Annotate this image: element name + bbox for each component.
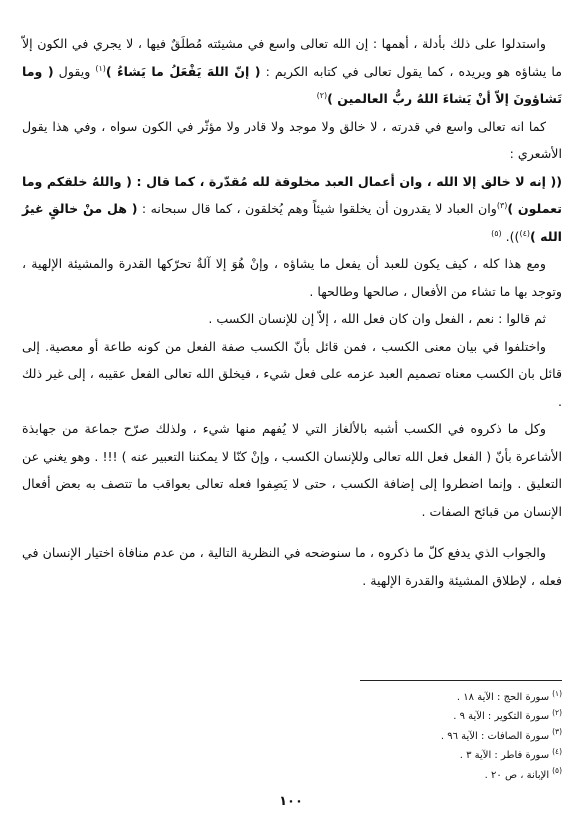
page-number: ١٠٠ xyxy=(279,794,303,809)
paragraph-1-text-a: واستدلوا على ذلك بأدلة ، أهمها : إن الله تعالى واسع في مشيئته مُطلَقٌ فيها ، لا يجري في الكون إلاّ ما يشاؤه هو ويريده ، كما يقول تعالى في كتابه الكريم : xyxy=(22,36,563,79)
footnote-number: (٢) xyxy=(552,708,562,718)
footnote-text: سورة الصافات : الآية ٩٦ . xyxy=(440,730,550,742)
paragraph-3-quote xyxy=(22,168,562,251)
page-body xyxy=(22,30,562,594)
footnotes xyxy=(322,688,562,785)
paragraph-8: والجواب الذي يدفع كلّ ما ذكروه ، ما سنوضحه في النظرية التالية ، من عدم منافاة اختيار الإنسان في فعله ، لإطلاق المشيئة والقدرة الإلهية . xyxy=(22,545,562,588)
footnote-number: (١) xyxy=(552,688,562,698)
paragraph-1 xyxy=(22,30,562,113)
paragraph-2: كما انه تعالى واسع في قدرته ، لا خالق ولا موجد ولا قادر ولا مؤثّر في الكون سواه ، وفي هذا يقول الأشعري : xyxy=(22,118,562,161)
paragraph-3-text-b: وان العباد لا يقدرون أن يخلقوا شيئاً وهم يُخلقون ، كما قال سبحانه : xyxy=(137,201,497,216)
quran-quote-4: ( هل منْ خالقٍ غيرُ الله ) xyxy=(22,201,562,244)
footnote-number: (٣) xyxy=(552,727,562,737)
footnote-number: (٥) xyxy=(552,766,562,776)
paragraph-3-text-a: (( إنه لا خالق إلا الله ، وان أعمال العبد مخلوقة لله مُقدّرة ، كما قال : xyxy=(131,173,562,189)
footnote-text: الإبانة ، ص ٢٠ . xyxy=(484,769,550,781)
paragraph-1-text-b: ويقول xyxy=(53,63,96,79)
footnote-5 xyxy=(322,766,562,785)
footnote-ref-1: (١) xyxy=(95,63,106,73)
footnote-4 xyxy=(322,746,562,765)
footnote-3 xyxy=(322,727,562,746)
paragraph-6: واختلفوا في بيان معنى الكسب ، فمن قائل بأنّ الكسب صفة الفعل من كونه طاعة أو معصية. إلى قائل بان الكسب معناه تصميم العبد عزمه على فعل شيء ، فيخلق الله تعالى الفعل عقيبه ، إلى غير ذلك . xyxy=(22,338,562,409)
footnote-text: سورة فاطر : الآية ٣ . xyxy=(459,750,550,762)
footnote-ref-5: (٥) xyxy=(491,228,502,238)
footnote-text: سورة الحج : الآية ١٨ . xyxy=(456,692,550,703)
footnote-ref-4: (٤) xyxy=(519,228,531,238)
footnote-2 xyxy=(322,707,562,726)
footnote-ref-3: (٣) xyxy=(496,200,508,210)
paragraph-3-text-c: )). xyxy=(501,228,520,244)
footnote-text: سورة التكوير : الآية ٩ . xyxy=(453,711,550,723)
paragraph-7: وكل ما ذكروه في الكسب أشبه بالألغاز التي لا يُفهم منها شيء ، ولذلك صرّح جماعة من جهابذة الأشاعرة بأنّ ( الفعل فعل الله تعالى وللإنسان الكسب ، وإنْ كنّا لا يمكننا التعبير عنه ) !!! . وهو يغني عن التعليق . وإنما اضطروا إلى إضافة الكسب ، حتى لا يَصِفوا فعله تعالى بعواقب ما تتصف به بعض أفعال الإنسان من قبائح الصفات . xyxy=(22,421,562,519)
quran-quote-3: ( واللهُ خلقكم وما تعملون ) xyxy=(22,173,562,216)
quran-quote-1: ( إنّ اللهَ يَفْعَلُ ما يَشاءُ ) xyxy=(105,63,261,79)
footnote-ref-2: (٢) xyxy=(316,90,328,100)
paragraph-5: ثم قالوا : نعم ، الفعل وان كان فعل الله ، إلاّ إن للإنسان الكسب . xyxy=(208,311,546,326)
footnote-number: (٤) xyxy=(552,746,562,756)
footnote-1 xyxy=(322,688,562,707)
quran-quote-2: ( وما تَشاؤونَ إلاّ أنْ يَشاءَ اللهُ ربُّ العالمين ) xyxy=(22,63,562,106)
footnote-separator xyxy=(360,680,562,681)
paragraph-4: ومع هذا كله ، كيف يكون للعبد أن يفعل ما يشاؤه ، وإنْ هُوَ إلا آلةٌ تحرّكها القدرة والمشيئة الإلهية ، وتوجد بها ما تشاء من الأفعال ، صالحها وطالحها . xyxy=(22,256,562,299)
